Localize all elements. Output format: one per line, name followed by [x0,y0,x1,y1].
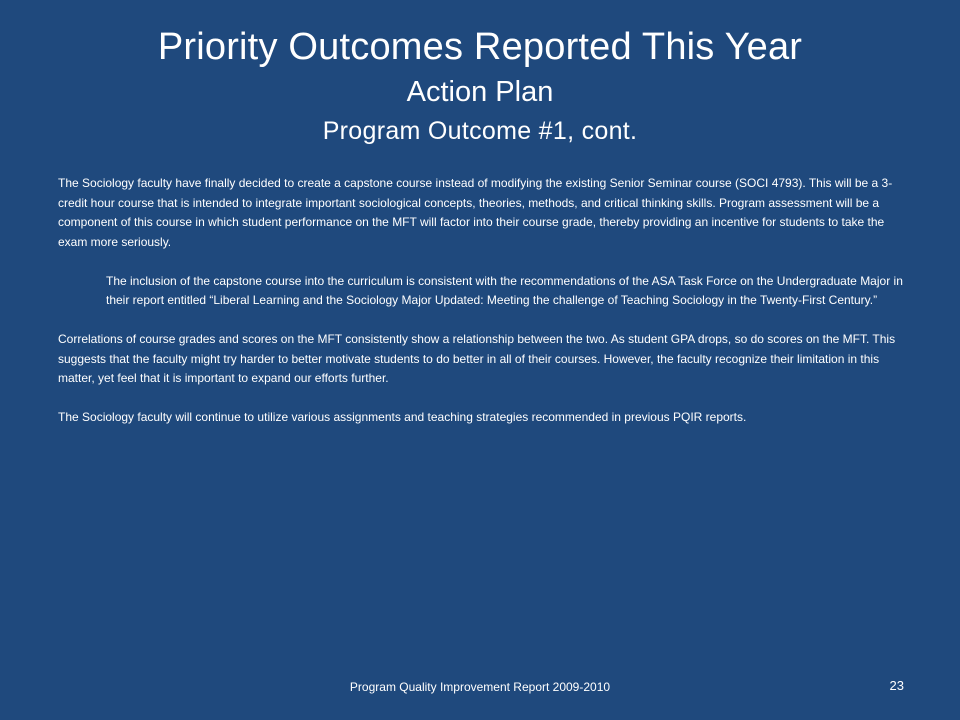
slide-section-heading: Program Outcome #1, cont. [322,117,638,145]
paragraph-correlations: Correlations of course grades and scores on the MFT consistently show a relationship between the two. As student GPA drops, so do scores on the MFT. This suggests that the faculty might try harder to better motivate students to do better in all of their courses. However, the faculty recognize their limitation in this matter, yet feel that it is important to expand our efforts further. [58,332,896,385]
paragraph-teaching-strategies: The Sociology faculty will continue to utilize various assignments and teaching strategies recommended in previous PQIR reports. [58,410,747,424]
paragraph-capstone: The Sociology faculty have finally decided to create a capstone course instead of modifying the existing Senior Seminar course (SOCI 4793). This will be a 3-credit hour course that is intended to integrate important sociological concepts, theories, methods, and critical thinking skills. Program assessment will be a component of this course in which student performance on the MFT will factor into their course grade, thereby providing an incentive for students to take the exam more seriously. [58,176,893,249]
slide-body [58,174,903,428]
slide-subtitle: Action Plan [406,76,554,108]
slide-title: Priority Outcomes Reported This Year [157,26,803,68]
paragraph-asa-task-force: The inclusion of the capstone course into the curriculum is consistent with the recommendations of the ASA Task Force on the Undergraduate Major in their report entitled “Liberal Learning and the Sociology Major Updated: Meeting the challenge of Teaching Sociology in the Twenty-First Century.” [106,273,903,307]
page-number: 23 [889,678,904,693]
slide-footer: Program Quality Improvement Report 2009-2010 [349,680,611,694]
